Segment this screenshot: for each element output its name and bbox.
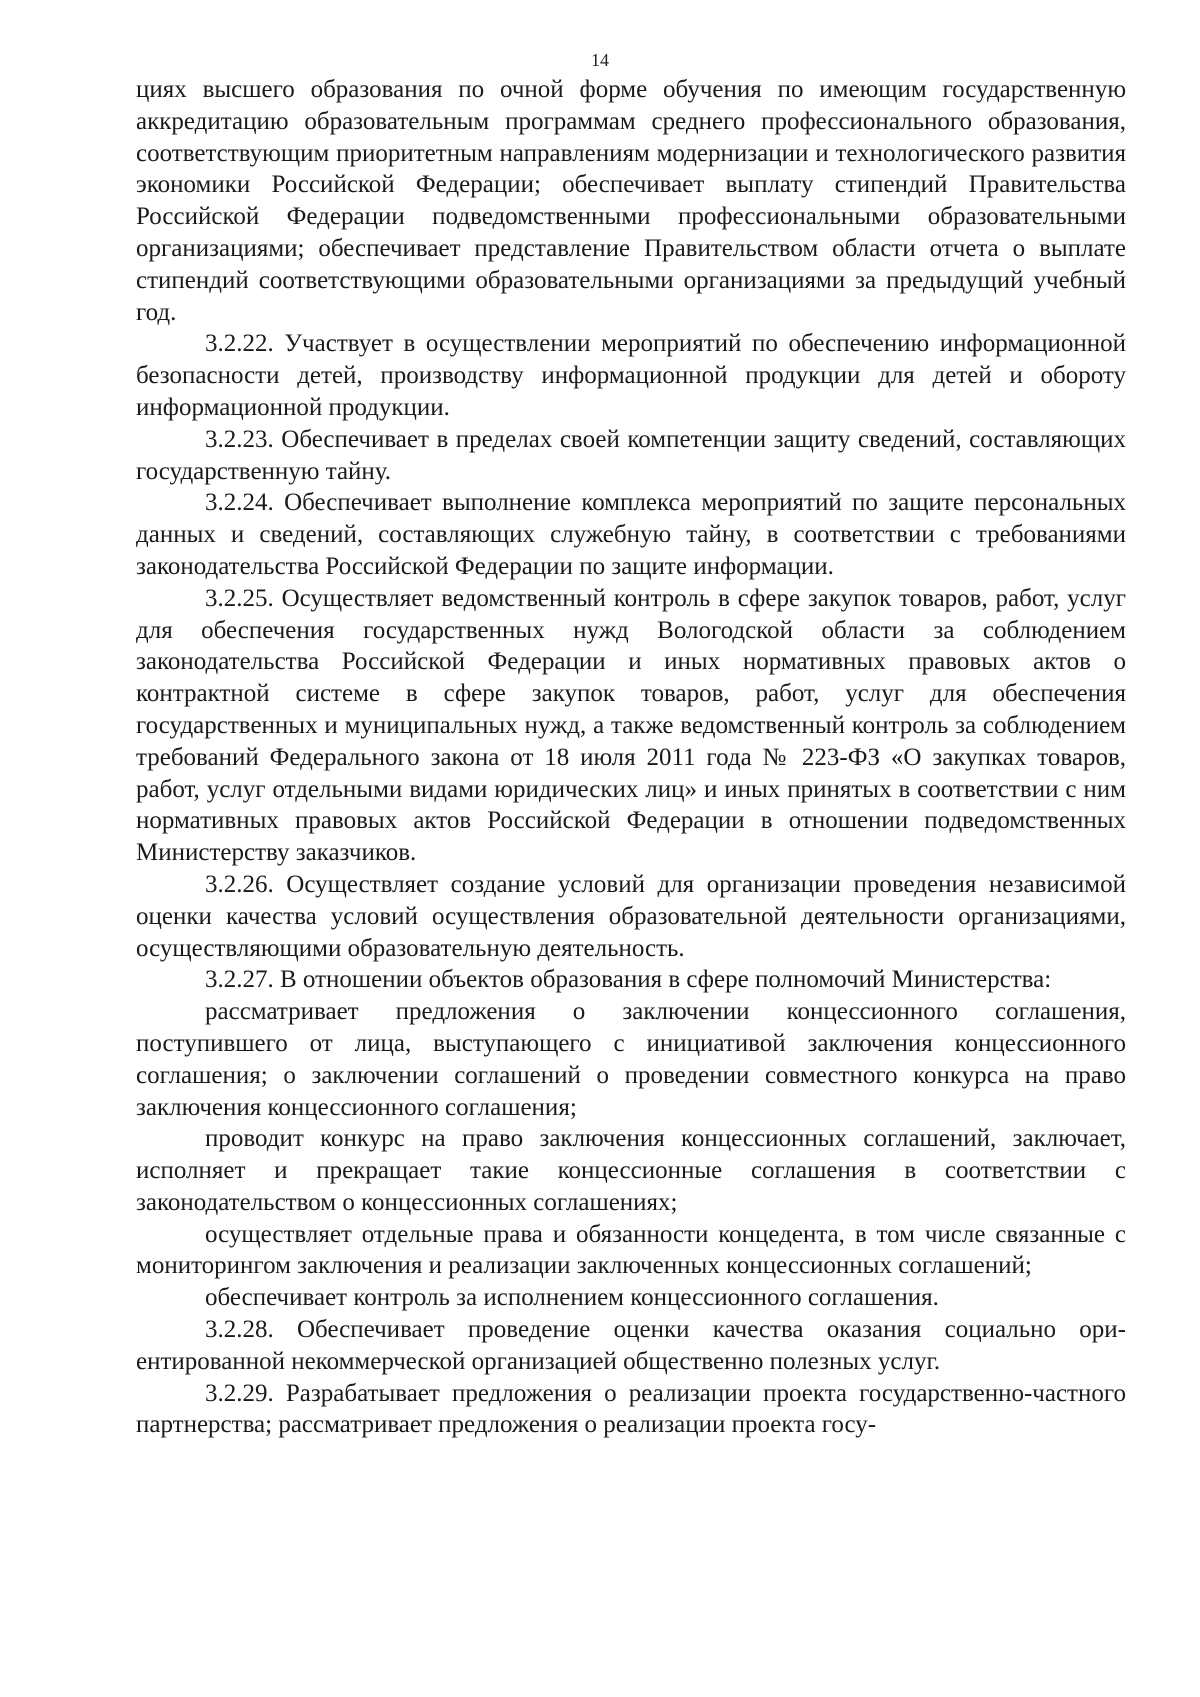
paragraph-3-2-29: 3.2.29. Разрабатывает предложения о реализации проекта государственно-частного партнерства; рассматривает предложения о реализации проекта госу- bbox=[136, 1379, 1126, 1439]
paragraph-subitem: рассматривает предложения о заключении концессионного соглашения, поступившего от лица, выступающего с инициативой заключения концессионного соглашения; о заключении соглашений о проведении совместного конкурса на право заключения концессионного соглашения; bbox=[136, 998, 1126, 1121]
paragraph-3-2-25: 3.2.25. Осуществляет ведомственный контроль в сфере закупок товаров, работ, услуг для обеспечения государственных нужд Вологодской области за соблюдением законодательства Российской Федерации и иных нормативных правовых актов о контрактной системе в сфере закупок товаров, работ, услуг для обеспечения государственных и муниципальных нужд, а также ведомственный контроль за соблюдением требований Федерального закона от 18 июля 2011 года № 223-ФЗ «О закупках товаров, работ, услуг отдельными видами юридических лиц» и иных принятых в соответствии с ним нормативных правовых актов Российской Федерации в отношении подведомственных Министерству заказчиков. bbox=[136, 584, 1126, 867]
paragraph-3-2-24: 3.2.24. Обеспечивает выполнение комплекса мероприятий по защите персональных данных и сведений, составляющих служебную тайну, в соответствии с требованиями законодательства Российской Федерации по защите информации. bbox=[136, 489, 1126, 580]
paragraph-3-2-23: 3.2.23. Обеспечивает в пределах своей компетенции защиту сведений, составляющих государственную тайну. bbox=[136, 425, 1126, 485]
document-body bbox=[136, 74, 1126, 1441]
paragraph-subitem: обеспечивает контроль за исполнением концессионного соглашения. bbox=[205, 1284, 939, 1312]
page-number: 14 bbox=[591, 50, 609, 70]
paragraph-subitem: проводит конкурс на право заключения концессионных соглашений, заключает, исполняет и прекращает такие концессионные соглашения в соответствии с законодательством о концессионных соглашениях; bbox=[136, 1125, 1126, 1216]
paragraph-3-2-28: 3.2.28. Обеспечивает проведение оценки качества оказания социально ориентированной некоммерческой организацией общественно полезных услуг. bbox=[136, 1316, 1126, 1375]
paragraph-3-2-27: 3.2.27. В отношении объектов образования в сфере полномочий Министерства: bbox=[205, 966, 1052, 994]
paragraph-3-2-26: 3.2.26. Осуществляет создание условий для организации проведения независимой оценки качества условий осуществления образовательной деятельности организациями, осуществляющими образовательную деятельность. bbox=[136, 870, 1126, 962]
paragraph-continuation: циях высшего образования по очной форме обучения по имеющим государственную аккредитацию образовательным программам среднего профессионального образования, соответствующим приоритетным направлениям модернизации и технологического развития экономики Российской Федерации; обеспечивает выплату стипендий Правительства Российской Федерации подведомственными профессиональными образовательными организациями; обеспечивает представление Правительством области отчета о выплате стипендий соответствующими образовательными организациями за предыдущий учебный год. bbox=[136, 76, 1126, 326]
paragraph-3-2-22: 3.2.22. Участвует в осуществлении мероприятий по обеспечению информационной безопасности детей, производству информационной продукции для детей и обороту информационной продукции. bbox=[136, 330, 1126, 421]
paragraph-subitem: осуществляет отдельные права и обязанности концедента, в том числе связанные с мониторингом заключения и реализации заключенных концессионных соглашений; bbox=[136, 1220, 1126, 1280]
